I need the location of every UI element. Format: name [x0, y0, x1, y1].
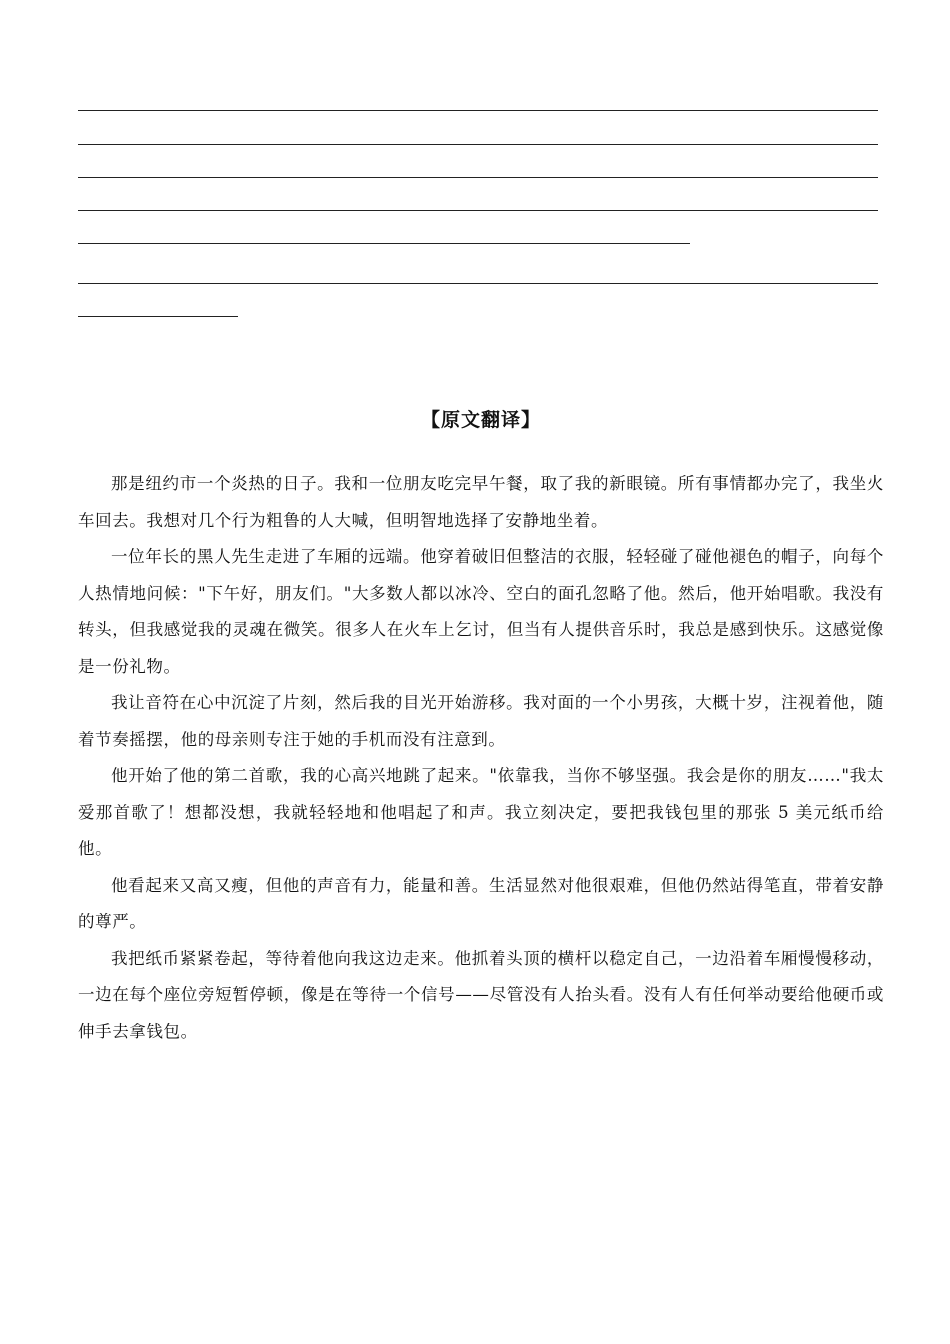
answer-line[interactable] — [78, 243, 690, 244]
answer-line[interactable] — [78, 110, 878, 111]
paragraph: 我让音符在心中沉淀了片刻，然后我的目光开始游移。我对面的一个小男孩，大概十岁，注视着他，随着节奏摇摆，他的母亲则专注于她的手机而没有注意到。 — [78, 693, 884, 749]
paragraph: 我把纸币紧紧卷起，等待着他向我这边走来。他抓着头顶的横杆以稳定自己，一边沿着车厢慢慢移动，一边在每个座位旁短暂停顿，像是在等待一个信号——尽管没有人抬头看。没有人有任何举动要给他硬币或伸手去拿钱包。 — [78, 948, 884, 1041]
answer-line[interactable] — [78, 316, 238, 317]
paragraph: 那是纽约市一个炎热的日子。我和一位朋友吃完早午餐，取了我的新眼镜。所有事情都办完了，我坐火车回去。我想对几个行为粗鲁的人大喊，但明智地选择了安静地坐着。 — [78, 474, 884, 530]
paragraph: 他开始了他的第二首歌，我的心高兴地跳了起来。"依靠我，当你不够坚强。我会是你的朋友……"我太爱那首歌了！想都没想，我就轻轻地和他唱起了和声。我立刻决定，要把我钱包里的那张 5 美元纸币给他。 — [78, 766, 884, 858]
paragraph: 一位年长的黑人先生走进了车厢的远端。他穿着破旧但整洁的衣服，轻轻碰了碰他褪色的帽子，向每个人热情地问候："下午好，朋友们。"大多数人都以冰冷、空白的面孔忽略了他。然后，他开始唱歌。我没有转头，但我感觉我的灵魂在微笑。很多人在火车上乞讨，但当有人提供音乐时，我总是感到快乐。这感觉像是一份礼物。 — [78, 547, 884, 676]
paragraph: 他看起来又高又瘦，但他的声音有力，能量和善。生活显然对他很艰难，但他仍然站得笔直，带着安静的尊严。 — [78, 875, 884, 931]
answer-line[interactable] — [78, 177, 878, 178]
answer-line[interactable] — [78, 283, 878, 284]
translation-section — [78, 400, 884, 1050]
answer-line[interactable] — [78, 144, 878, 145]
answer-line[interactable] — [78, 210, 878, 211]
section-title: 【原文翻译】 — [420, 409, 541, 431]
answer-lines — [78, 0, 878, 330]
